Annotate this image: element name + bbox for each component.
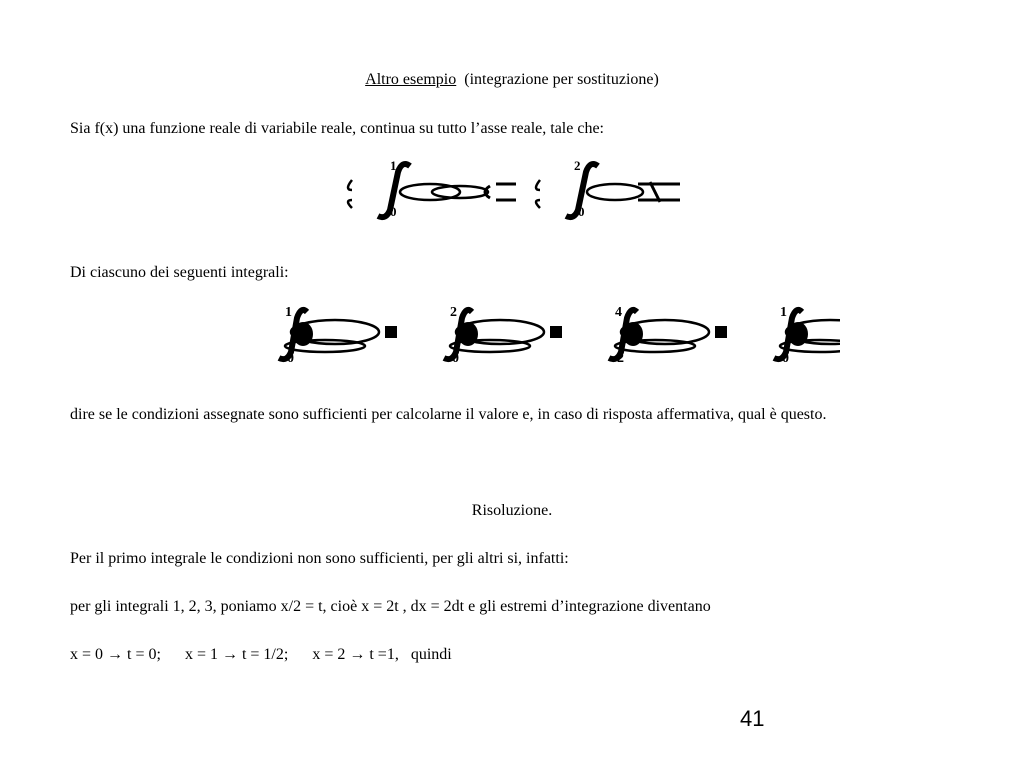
integral-2-upper-limit: 2 <box>450 305 457 320</box>
paren-icon <box>348 180 352 208</box>
page-number: 41 <box>740 706 765 731</box>
substitution-part-1: x = 0 → t = 0; <box>70 646 161 663</box>
resolution-text-1: Per il primo integrale le condizioni non sono sufficienti, per gli altri si, infatti: <box>70 550 569 567</box>
integral-3-upper-limit: 4 <box>615 305 622 320</box>
integral-1-upper-limit: 1 <box>390 158 397 173</box>
integral-1 <box>348 158 516 219</box>
condition-formula-svg <box>340 158 700 222</box>
substitution-part-4: quindi <box>410 646 452 663</box>
integrals-formula <box>255 302 840 366</box>
integrand-glyph-icon <box>450 340 530 352</box>
resolution-heading: Risoluzione. <box>471 502 553 519</box>
integral-1-upper-limit: 1 <box>285 305 292 320</box>
integral-2-lower-limit: 0 <box>452 351 459 366</box>
substitution-part-2: x = 1 → t = 1/2; <box>184 646 289 663</box>
integrand-glyph-icon <box>285 340 365 352</box>
integrals-formula-svg <box>255 302 840 366</box>
integral-2-lower-limit: 0 <box>578 204 585 219</box>
integral-3 <box>609 305 727 366</box>
integral-1-lower-limit: 0 <box>390 204 397 219</box>
integral-2 <box>536 158 680 219</box>
substitution-line <box>70 643 954 667</box>
integral-2 <box>444 305 562 366</box>
integral-4-upper-limit: 1 <box>780 305 787 320</box>
intro-text: Sia f(x) una funzione reale di variabile reale, continua su tutto l’asse reale, tale che: <box>70 120 604 137</box>
integrand-glyph-icon <box>615 340 695 352</box>
integrand-glyph-icon <box>638 182 680 202</box>
equals-glyph-icon <box>485 184 516 200</box>
question-text: dire se le condizioni assegnate sono sufficienti per calcolarne il valore e, in caso di risposta affermativa, qual è questo. <box>70 406 827 423</box>
substitution-part-3: x = 2 → t =1, <box>312 646 399 663</box>
integral-1 <box>279 305 397 366</box>
slide-title <box>70 68 954 92</box>
integral-3-lower-limit: 2 <box>617 351 624 366</box>
integrand-glyph-icon <box>587 184 643 200</box>
integral-4-lower-limit: 0 <box>782 351 789 366</box>
integral-2-upper-limit: 2 <box>574 158 581 173</box>
separator-glyph-icon <box>550 326 562 338</box>
title-rest: (integrazione per sostituzione) <box>456 71 659 88</box>
integral-4 <box>774 305 840 366</box>
condition-formula <box>340 158 700 222</box>
paren-icon <box>536 180 540 208</box>
title-underlined: Altro esempio <box>365 71 457 88</box>
separator-glyph-icon <box>385 326 397 338</box>
integral-1-lower-limit: 0 <box>287 351 294 366</box>
prompt-text: Di ciascuno dei seguenti integrali: <box>70 264 289 281</box>
resolution-text-2: per gli integrali 1, 2, 3, poniamo x/2 = t, cioè x = 2t , dx = 2dt e gli estremi d’integrazione diventano <box>70 598 711 615</box>
separator-glyph-icon <box>715 326 727 338</box>
